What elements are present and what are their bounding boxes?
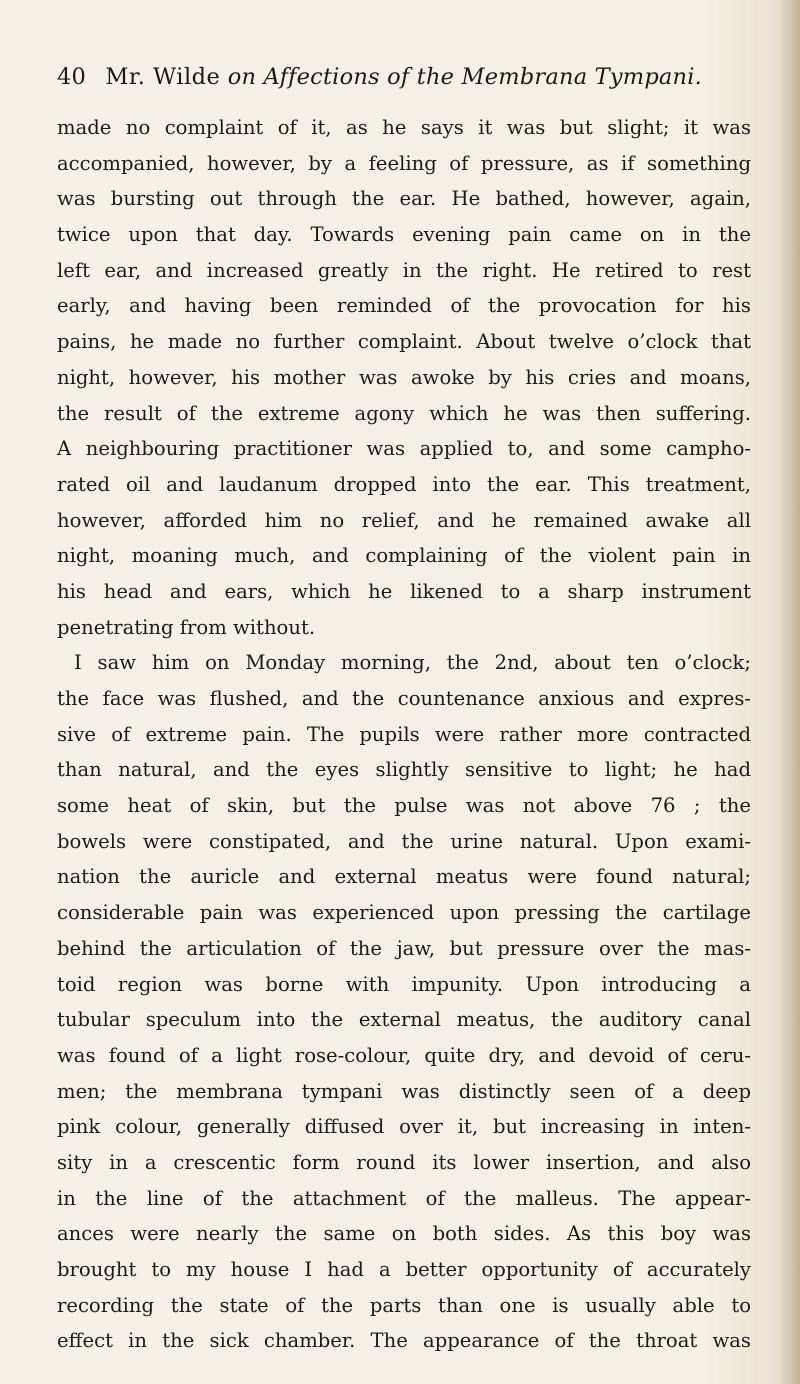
text-line: some heat of skin, but the pulse was not above 76 ; the xyxy=(57,794,751,818)
text-line: night, moaning much, and complaining of the violent pain in xyxy=(57,544,751,568)
text-line: ances were nearly the same on both sides. As this boy was xyxy=(57,1222,751,1246)
text-line: A neighbouring practitioner was applied to, and some campho- xyxy=(57,437,751,461)
text-line: men; the membrana tympani was distinctly seen of a deep xyxy=(57,1079,751,1103)
text-line: sity in a crescentic form round its lower insertion, and also xyxy=(57,1150,751,1174)
text-line: tubular speculum into the external meatus, the auditory canal xyxy=(57,1008,751,1032)
text-line: twice upon that day. Towards evening pain came on in the xyxy=(57,223,751,247)
running-header xyxy=(57,62,702,92)
text-line: considerable pain was experienced upon pressing the cartilage xyxy=(57,901,751,925)
text-line: pink colour, generally diffused over it, but increasing in inten- xyxy=(57,1115,751,1139)
text-line: sive of extreme pain. The pupils were rather more contracted xyxy=(57,722,751,746)
page-edge-shadow xyxy=(778,0,800,1384)
paragraph-start-line: I saw him on Monday morning, the 2nd, about ten o’clock; xyxy=(74,651,751,675)
text-line: recording the state of the parts than one is usually able to xyxy=(57,1293,751,1317)
text-line: in the line of the attachment of the malleus. The appear- xyxy=(57,1186,751,1210)
text-line: was found of a light rose-colour, quite dry, and devoid of ceru- xyxy=(57,1043,751,1067)
header-on: on xyxy=(227,64,257,90)
text-line: toid region was borne with impunity. Upon introducing a xyxy=(57,972,751,996)
text-line: pains, he made no further complaint. About twelve o’clock that xyxy=(57,330,751,354)
header-author: Mr. Wilde xyxy=(105,64,221,90)
text-line: accompanied, however, by a feeling of pressure, as if something xyxy=(57,151,751,175)
paragraph-end-line: penetrating from without. xyxy=(57,615,316,639)
text-line: nation the auricle and external meatus were found natural; xyxy=(57,865,751,889)
text-line: made no complaint of it, as he says it was but slight; it was xyxy=(57,116,751,139)
text-line: left ear, and increased greatly in the right. He retired to rest xyxy=(57,258,751,282)
text-line: was bursting out through the ear. He bathed, however, again, xyxy=(57,187,751,211)
text-line: early, and having been reminded of the provocation for his xyxy=(57,294,751,318)
body-text xyxy=(57,110,751,1359)
text-line: his head and ears, which he likened to a sharp instrument xyxy=(57,579,751,603)
text-line: behind the articulation of the jaw, but pressure over the mas- xyxy=(57,936,751,960)
page-number: 40 xyxy=(57,64,87,90)
text-line: the face was flushed, and the countenance anxious and expres- xyxy=(57,687,751,710)
text-line: rated oil and laudanum dropped into the ear. This treatment, xyxy=(57,472,751,496)
text-line: brought to my house I had a better opportunity of accurately xyxy=(57,1258,751,1281)
header-title: Affections of the Membrana Tympani. xyxy=(263,64,702,90)
text-line: the result of the extreme agony which he was then suffering. xyxy=(57,401,751,425)
text-line: than natural, and the eyes slightly sensitive to light; he had xyxy=(57,758,751,782)
text-line: effect in the sick chamber. The appearance of the throat was xyxy=(57,1329,751,1353)
text-line: night, however, his mother was awoke by his cries and moans, xyxy=(57,365,751,389)
text-line: however, afforded him no relief, and he remained awake all xyxy=(57,508,751,532)
text-line: bowels were constipated, and the urine natural. Upon exami- xyxy=(57,829,751,853)
